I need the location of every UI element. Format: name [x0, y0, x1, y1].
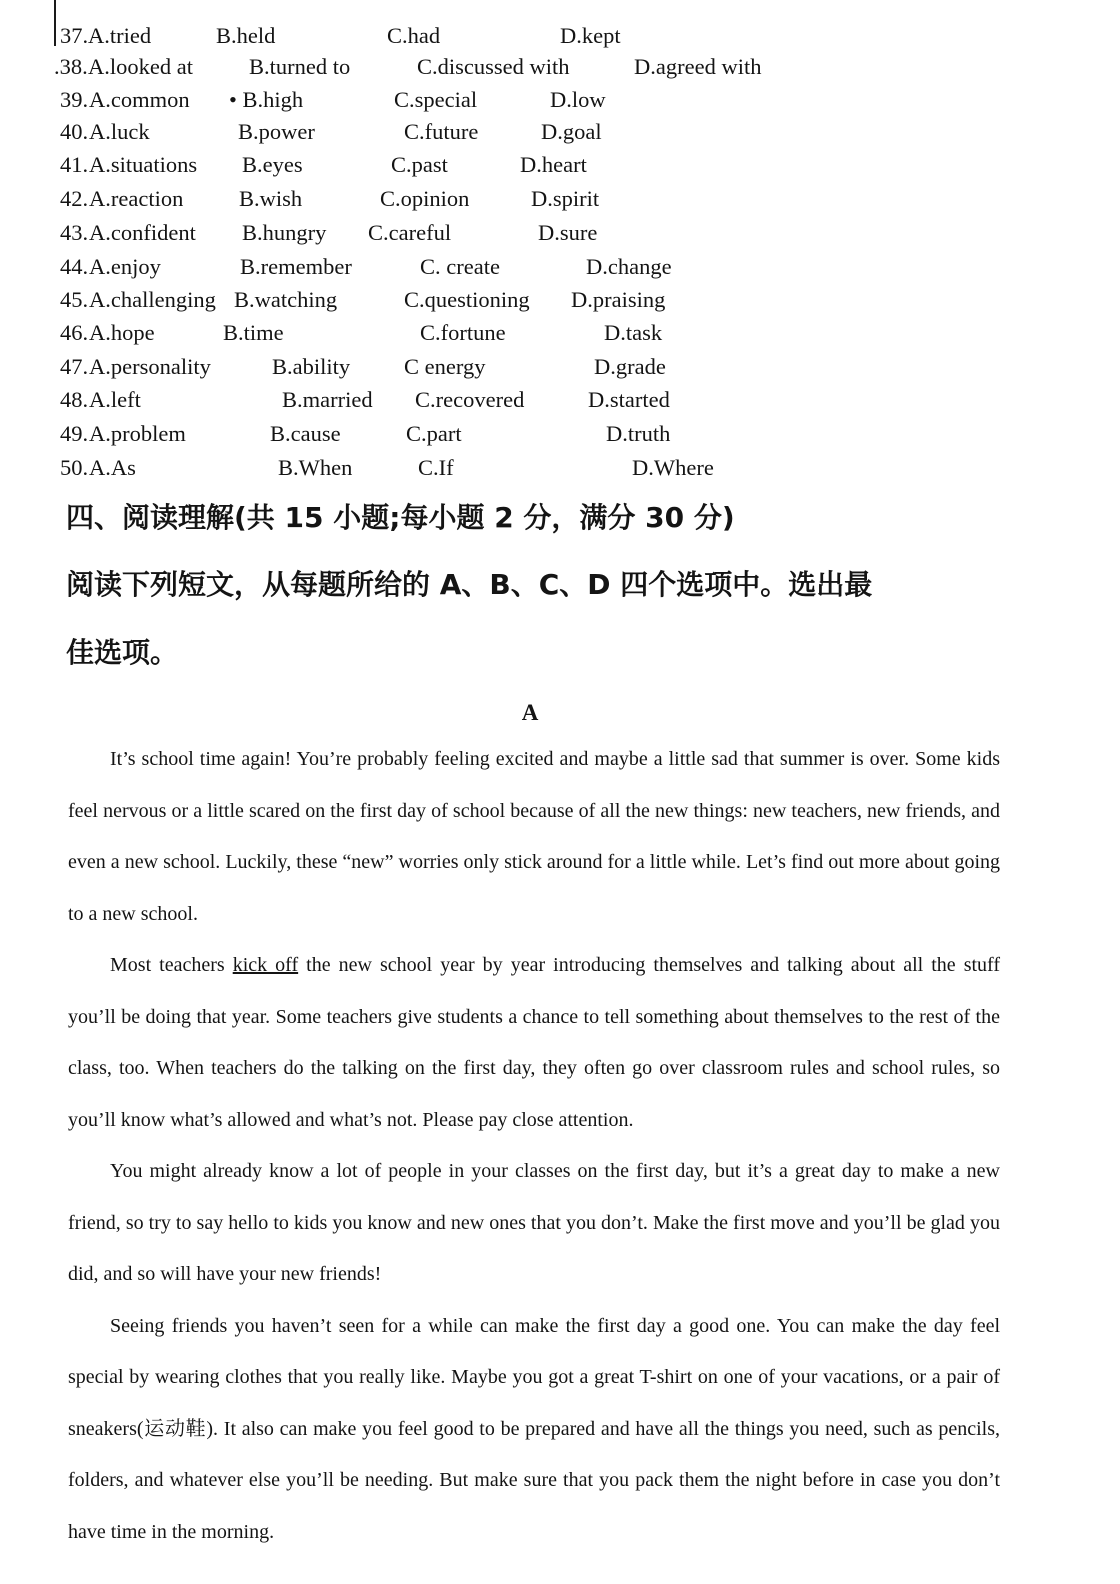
paragraph-1: It’s school time again! You’re probably feeling excited and maybe a little sad that summer is over. Some kids feel nervous or a little scared on the first day of school because of all the new things: new teachers, new friends, and even a new school. Luckily, these “new” worries only stick around for a little while. Let’s find out more about going to a new school. — [68, 748, 1000, 925]
passage-label: A — [521, 700, 539, 725]
option-d: D.heart — [520, 152, 587, 177]
option-b: B.hungry — [242, 220, 327, 245]
question-number: 40. — [60, 119, 89, 144]
option-a: A.enjoy — [89, 254, 161, 279]
question-number: 46. — [60, 320, 89, 345]
option-a: A.situations — [89, 152, 198, 177]
option-b: B.married — [282, 387, 373, 412]
option-row — [0, 149, 1120, 181]
option-b: B.power — [238, 119, 315, 144]
paragraph-4: Seeing friends you haven’t seen for a while can make the first day a good one. You can make the day feel special by wearing clothes that you really like. Maybe you got a great T-shirt on one of your vacations, or a pair of sneakers(运动鞋). It also can make you feel good to be prepared and have all the things you need, such as pencils, folders, and whatever else you’ll be needing. But make sure that you pack them the night before in case you don’t have time in the morning. — [68, 1314, 1000, 1543]
option-a: A.looked at — [88, 54, 193, 79]
option-row — [0, 51, 1120, 83]
question-number: 49. — [60, 421, 89, 446]
option-d: D.low — [550, 87, 606, 112]
option-c: C.If — [418, 455, 454, 480]
option-a: A.personality — [89, 354, 211, 379]
option-c: C.had — [387, 23, 441, 48]
option-c: C.opinion — [380, 186, 470, 211]
paragraph-2-rest: the new school year by year introducing themselves and talking about all the stuff you’ll be doing that year. Some teachers give students a chance to tell something about themselves to the rest of the class, too. When teachers do the talking on the first day, they often go over classroom rules and school rules, so you’ll know what’s allowed and what’s not. Please pay close attention. — [68, 954, 1001, 1131]
section-title: 四、阅读理解(共 15 小题;每小题 2 分，满分 30 分) — [66, 501, 735, 534]
instruction-line-2: 佳选项。 — [66, 636, 179, 669]
option-c: C. create — [420, 254, 500, 279]
option-a: A.reaction — [89, 186, 184, 211]
option-b: B.held — [216, 23, 276, 48]
question-number: 47. — [60, 354, 89, 379]
option-row — [0, 217, 1120, 249]
option-d: D.truth — [606, 421, 671, 446]
question-number: 43. — [60, 220, 89, 245]
question-number: 44. — [60, 254, 89, 279]
option-c: C.part — [406, 421, 462, 446]
option-b: B.ability — [272, 354, 351, 379]
question-number: .38. — [54, 54, 88, 79]
option-c: C energy — [404, 354, 486, 379]
option-row — [0, 317, 1120, 349]
option-b: • B.high — [229, 87, 304, 112]
question-number: 48. — [60, 387, 89, 412]
option-row — [0, 116, 1120, 148]
option-row — [0, 251, 1120, 283]
question-number: 41. — [60, 152, 89, 177]
question-number: 45. — [60, 287, 89, 312]
option-row — [0, 452, 1120, 484]
option-row — [0, 351, 1120, 383]
option-c: C.questioning — [404, 287, 530, 312]
option-d: D.agreed with — [634, 54, 762, 79]
option-d: D.change — [586, 254, 672, 279]
option-a: A.confident — [89, 220, 196, 245]
option-b: B.wish — [239, 186, 303, 211]
option-a: A.problem — [89, 421, 186, 446]
option-a: A.luck — [89, 119, 150, 144]
option-b: B.cause — [270, 421, 341, 446]
option-c: C.future — [404, 119, 479, 144]
option-c: C.discussed with — [417, 54, 570, 79]
option-b: B.eyes — [242, 152, 303, 177]
option-d: D.task — [604, 320, 663, 345]
question-number: 50. — [60, 455, 89, 480]
option-row — [0, 183, 1120, 215]
option-a: A.left — [89, 387, 141, 412]
question-number: 39. — [60, 87, 89, 112]
option-b: B.When — [278, 455, 353, 480]
option-a: A.As — [89, 455, 136, 480]
option-b: B.time — [223, 320, 284, 345]
underlined-phrase: kick off — [232, 954, 299, 976]
option-b: B.remember — [240, 254, 352, 279]
option-d: D.sure — [538, 220, 598, 245]
option-c: C.special — [394, 87, 478, 112]
paragraph-2-start: Most teachers — [110, 954, 233, 976]
option-row — [0, 84, 1120, 116]
option-row — [0, 284, 1120, 316]
option-a: A.hope — [89, 320, 155, 345]
question-number: 42. — [60, 186, 89, 211]
reading-passage — [68, 734, 1000, 1558]
option-b: B.watching — [234, 287, 338, 312]
option-c: C.past — [391, 152, 448, 177]
paragraph-2 — [68, 940, 1000, 1146]
option-c: C.careful — [368, 220, 452, 245]
option-d: D.kept — [560, 23, 621, 48]
paragraph-3: You might already know a lot of people in your classes on the first day, but it’s a great day to make a new friend, so try to say hello to kids you know and new ones that you don’t. Make the first move and you’ll be glad you did, and so will have your new friends! — [68, 1160, 1000, 1285]
option-c: C.fortune — [420, 320, 506, 345]
option-c: C.recovered — [415, 387, 525, 412]
option-row — [0, 418, 1120, 450]
option-d: D.praising — [571, 287, 666, 312]
instruction-line-1: 阅读下列短文，从每题所给的 A、B、C、D 四个选项中。选出最 — [66, 568, 873, 601]
option-a: A.tried — [88, 23, 152, 48]
option-a: A.challenging — [89, 287, 216, 312]
option-d: D.spirit — [531, 186, 600, 211]
option-d: D.grade — [594, 354, 666, 379]
option-d: D.Where — [632, 455, 714, 480]
option-d: D.started — [588, 387, 670, 412]
option-row — [0, 384, 1120, 416]
question-number: 37. — [60, 23, 89, 48]
option-a: A.common — [89, 87, 190, 112]
option-row — [0, 20, 1120, 52]
option-b: B.turned to — [249, 54, 351, 79]
option-d: D.goal — [541, 119, 602, 144]
